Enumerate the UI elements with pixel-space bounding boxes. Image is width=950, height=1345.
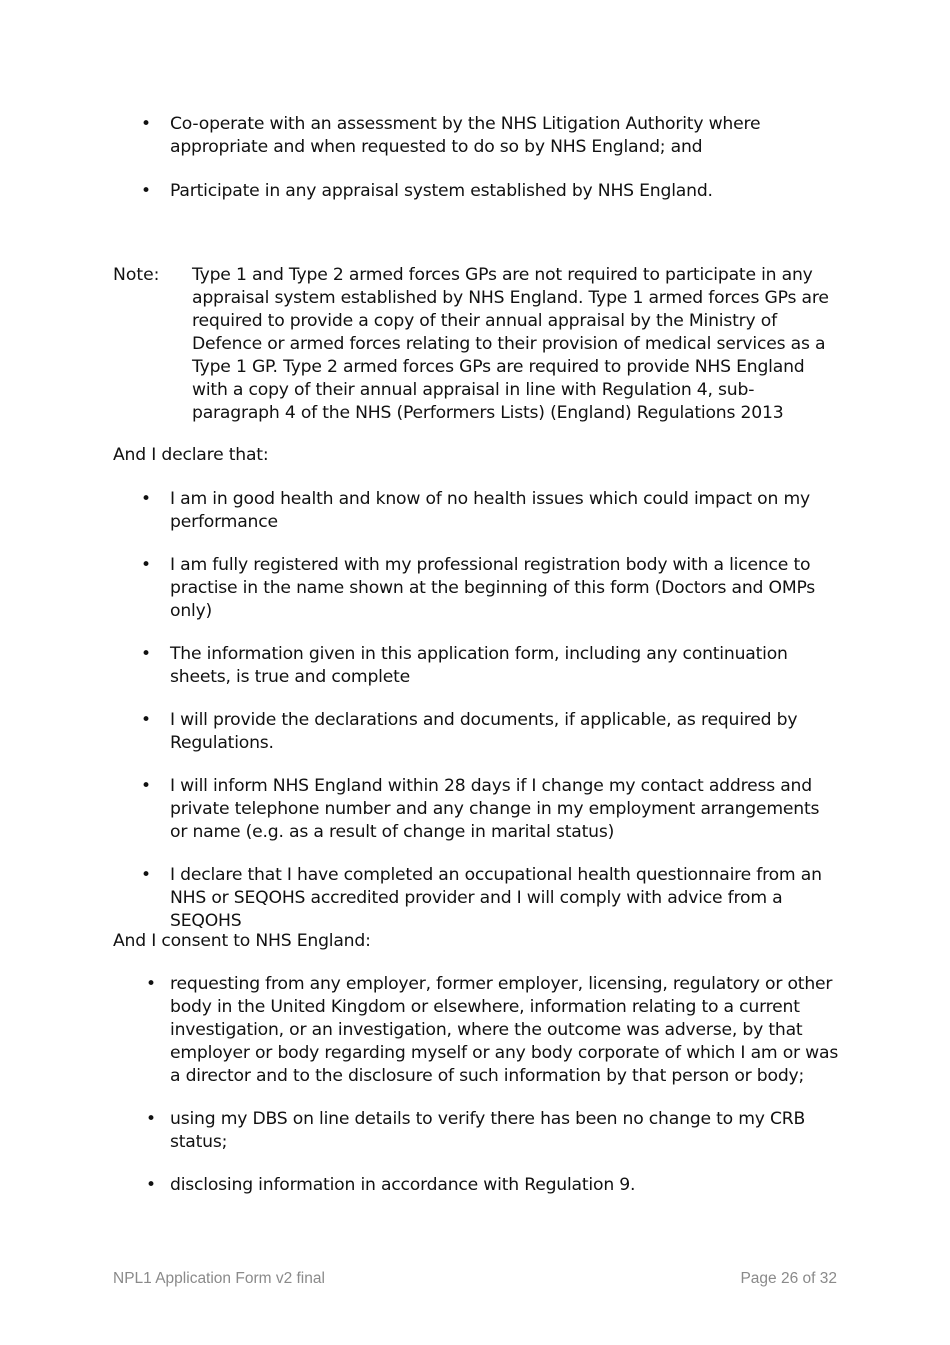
list-item-text: using my DBS on line details to verify there has been no change to my CRB status; bbox=[170, 1109, 806, 1152]
bullet-icon: • bbox=[146, 974, 156, 994]
list-item-text: The information given in this application form, including any continuation sheets, is true and complete bbox=[170, 644, 788, 687]
bullet-icon: • bbox=[141, 114, 151, 134]
list-item-text: Participate in any appraisal system established by NHS England. bbox=[170, 181, 713, 201]
bullet-icon: • bbox=[141, 489, 151, 509]
footer-document-title: NPL1 Application Form v2 final bbox=[113, 1270, 325, 1287]
bullet-icon: • bbox=[146, 1175, 156, 1195]
list-item-text: I will provide the declarations and documents, if applicable, as required by Regulations. bbox=[170, 710, 798, 753]
consent-heading: And I consent to NHS England: bbox=[113, 931, 371, 951]
list-item-text: I declare that I have completed an occupational health questionnaire from an NHS or SEQOHS accredited provider and I will comply with advice from a SEQOHS bbox=[170, 865, 822, 931]
bullet-icon: • bbox=[141, 644, 151, 664]
bullet-icon: • bbox=[141, 776, 151, 796]
declare-heading: And I declare that: bbox=[113, 445, 269, 465]
footer-page-number: Page 26 of 32 bbox=[740, 1270, 837, 1287]
note-label: Note: bbox=[113, 265, 160, 285]
list-item-text: I will inform NHS England within 28 days if I change my contact address and private telephone number and any change in my employment arrangements or name (e.g. as a result of change in marital status) bbox=[170, 776, 820, 842]
list-item-text: disclosing information in accordance with Regulation 9. bbox=[170, 1175, 636, 1195]
bullet-icon: • bbox=[141, 865, 151, 885]
note-text: Type 1 and Type 2 armed forces GPs are not required to participate in any appraisal system established by NHS England. Type 1 armed forces GPs are required to provide a copy of their annual appraisal by the Ministry of Defence or armed forces relating to their provision of medical services as a Type 1 GP. Type 2 armed forces GPs are required to provide NHS England with a copy of their annual appraisal in line with Regulation 4, sub-paragraph 4 of the NHS (Performers Lists) (England) Regulations 2013 bbox=[192, 265, 829, 423]
bullet-icon: • bbox=[141, 555, 151, 575]
list-item-text: I am in good health and know of no health issues which could impact on my performance bbox=[170, 489, 810, 532]
list-item-text: I am fully registered with my professional registration body with a licence to practise in the name shown at the beginning of this form (Doctors and OMPs only) bbox=[170, 555, 816, 621]
bullet-icon: • bbox=[146, 1109, 156, 1129]
bullet-icon: • bbox=[141, 710, 151, 730]
list-item-text: requesting from any employer, former employer, licensing, regulatory or other body in the United Kingdom or elsewhere, information relating to a current investigation, or an investigation, where the outcome was adverse, by that employer or body regarding myself or any body corporate of which I am or was a director and to the disclosure of such information by that person or body; bbox=[170, 974, 839, 1086]
bullet-icon: • bbox=[141, 181, 151, 201]
list-item-text: Co-operate with an assessment by the NHS Litigation Authority where appropriate and when requested to do so by NHS England; and bbox=[170, 114, 761, 157]
